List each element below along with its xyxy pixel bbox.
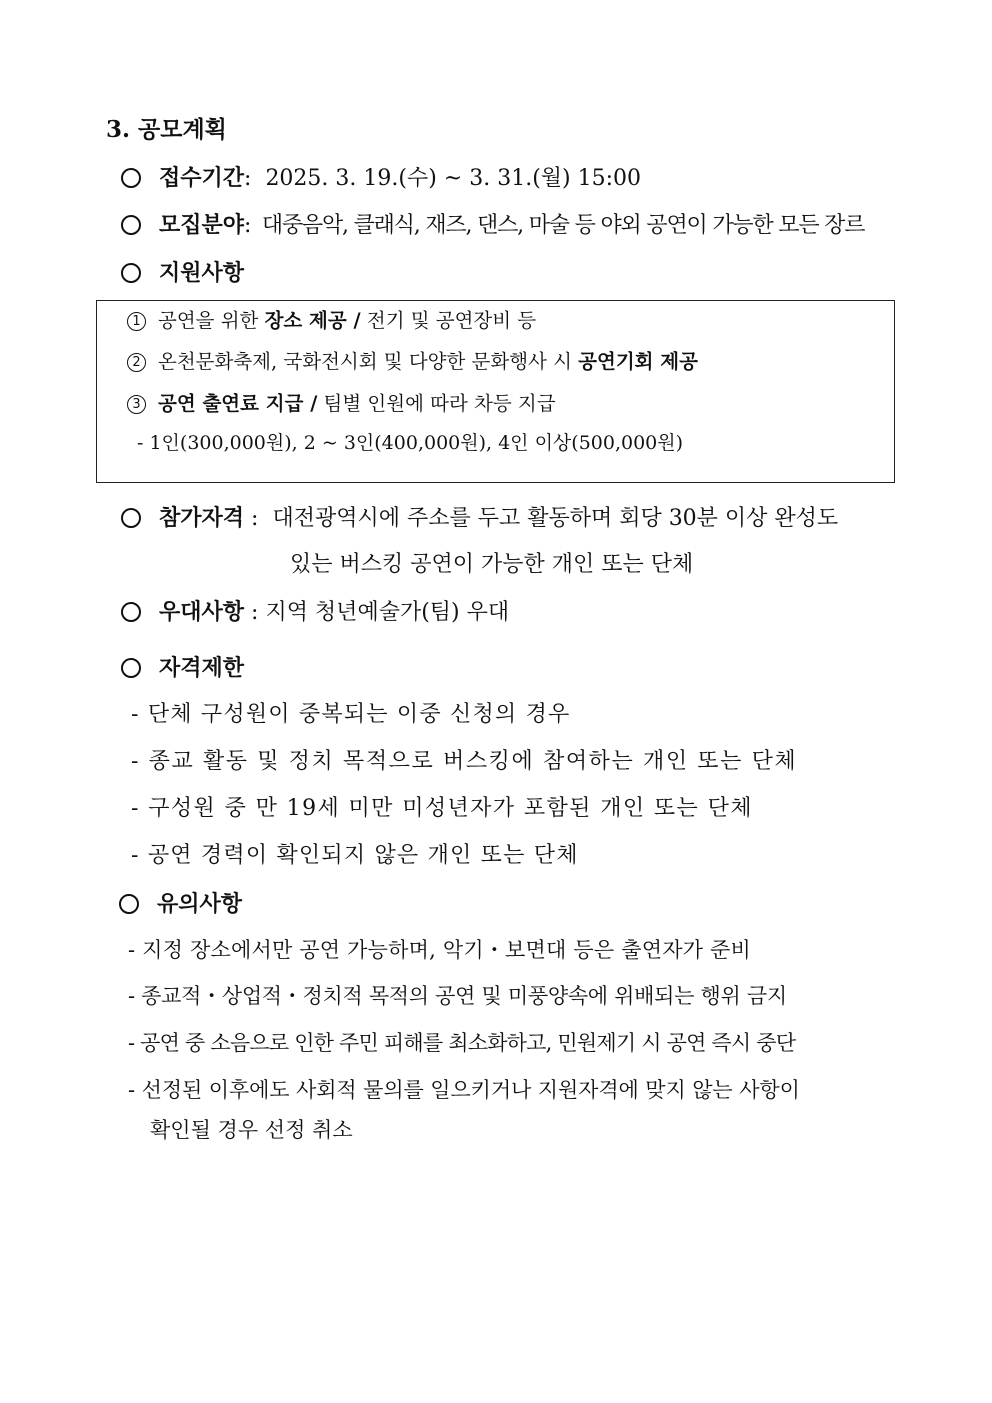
fields-label: 모집분야	[159, 212, 245, 238]
eligibility-row	[121, 507, 838, 530]
circled-number-2-icon: 2	[127, 353, 146, 372]
note-item: - 지정 장소에서만 공연 가능하며, 악기・보면대 등은 출연자가 준비	[128, 938, 752, 962]
support-item-3-post: 팀별 인원에 따라 차등 지급	[317, 392, 556, 415]
reception-period-row	[121, 167, 641, 190]
restriction-item: - 구성원 중 만 19세 미만 미성년자가 포함된 개인 또는 단체	[131, 796, 753, 821]
note-item: - 종교적・상업적・정치적 목적의 공연 및 미풍양속에 위배되는 행위 금지	[128, 984, 787, 1008]
support-item-3	[127, 394, 556, 414]
fee-detail: - 1인(300,000원), 2 ~ 3인(400,000원), 4인 이상(500,000원)	[137, 432, 684, 454]
circle-bullet-icon	[121, 263, 141, 283]
support-item-2-pre: 온천문화축제, 국화전시회 및 다양한 문화행사 시	[158, 350, 579, 373]
circled-number-3-icon: 3	[127, 395, 146, 414]
support-item-1-post: 전기 및 공연장비 등	[360, 309, 537, 332]
circle-bullet-icon	[121, 215, 141, 235]
restriction-item: - 종교 활동 및 정치 목적으로 버스킹에 참여하는 개인 또는 단체	[131, 749, 798, 774]
circle-bullet-icon	[121, 658, 141, 678]
restriction-item: - 단체 구성원이 중복되는 이중 신청의 경우	[131, 702, 571, 727]
reception-label: 접수기간	[159, 165, 245, 191]
reception-value: 2025. 3. 19.(수) ~ 3. 31.(월) 15:00	[265, 166, 642, 191]
notes-label: 유의사항	[157, 891, 243, 917]
note-continuation: 확인될 경우 선정 취소	[150, 1118, 353, 1142]
circle-bullet-icon	[121, 602, 141, 622]
circle-bullet-icon	[121, 508, 141, 528]
eligibility-line-1: 대전광역시에 주소를 두고 활동하며 회당 30분 이상 완성도	[272, 506, 839, 531]
recruitment-field-row	[121, 214, 864, 237]
reception-separator: :	[244, 166, 252, 191]
eligibility-separator: :	[251, 506, 259, 531]
support-item-2	[127, 352, 698, 372]
restriction-item: - 공연 경력이 확인되지 않은 개인 또는 단체	[131, 843, 579, 868]
fields-separator: :	[244, 213, 251, 238]
support-item-1-pre: 공연을 위한	[158, 309, 265, 332]
circle-bullet-icon	[119, 894, 139, 914]
eligibility-line-2: 있는 버스킹 공연이 가능한 개인 또는 단체	[290, 552, 694, 577]
support-item-1-bold: 장소 제공 /	[264, 309, 361, 332]
support-label: 지원사항	[159, 260, 245, 286]
preference-value: 지역 청년예술가(팀) 우대	[265, 600, 510, 625]
fields-value: 대중음악, 클래식, 재즈, 댄스, 마술 등 야외 공연이 가능한 모든 장르	[261, 213, 865, 238]
preference-row	[121, 601, 509, 624]
support-item-3-bold: 공연 출연료 지급 /	[158, 392, 318, 415]
eligibility-label: 참가자격	[159, 505, 245, 531]
note-item: - 선정된 이후에도 사회적 물의를 일으키거나 지원자격에 맞지 않는 사항이	[128, 1078, 800, 1102]
note-item: - 공연 중 소음으로 인한 주민 피해를 최소화하고, 민원제기 시 공연 즉시 중단	[128, 1031, 796, 1055]
support-heading-row	[121, 262, 244, 285]
circled-number-1-icon: 1	[127, 312, 146, 331]
preference-separator: :	[251, 600, 259, 625]
restriction-heading-row	[121, 657, 244, 680]
support-item-2-bold: 공연기회 제공	[578, 350, 698, 373]
restriction-label: 자격제한	[159, 655, 245, 681]
notes-heading-row	[119, 893, 242, 916]
support-item-1	[127, 311, 536, 331]
preference-label: 우대사항	[159, 599, 245, 625]
section-title: 3. 공모계획	[106, 116, 227, 143]
circle-bullet-icon	[121, 168, 141, 188]
